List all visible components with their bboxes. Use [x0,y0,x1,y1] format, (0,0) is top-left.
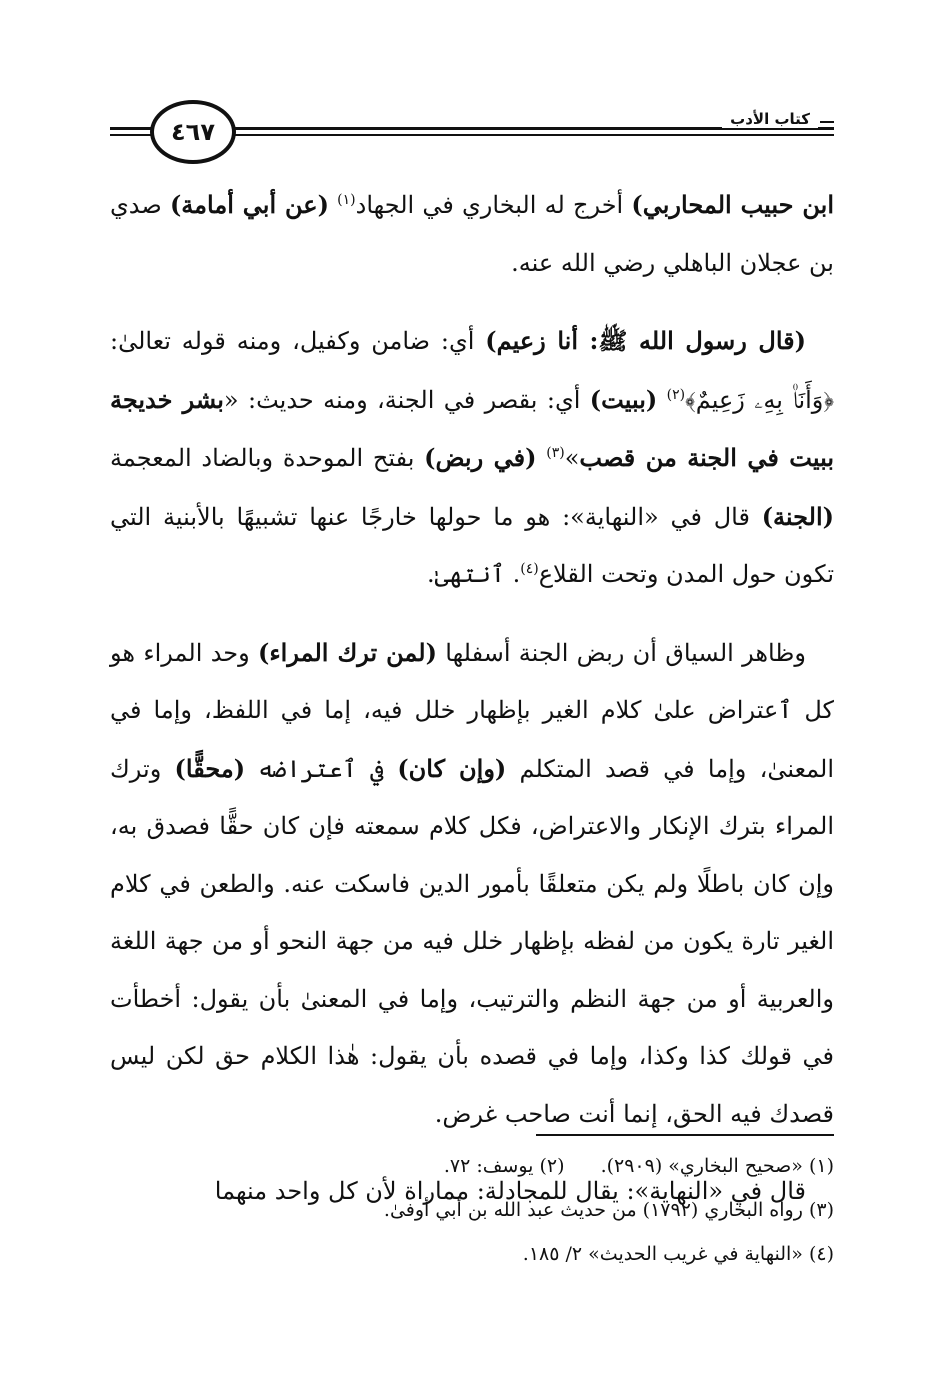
text-run: قال في «النهاية»: يقال للمجادلة: مماراة لأن كل واحد منهما [214,1177,806,1205]
footnote-separator [536,1134,834,1136]
footnote-number: (٣) [808,1199,834,1221]
paragraph-3 [110,624,834,1144]
text-run: وظاهر السياق أن ربض الجنة أسفلها [436,638,807,667]
page-header [110,96,834,166]
footnote-text: يوسف: ٧٢. [443,1155,534,1177]
footnote-text: «النهاية في غريب الحديث» ٢/ ١٨٥. [522,1243,803,1265]
main-text [110,176,834,1241]
footnote-text: «صحيح البخاري» (٢٩٠٩). [600,1155,803,1177]
footnote-ref: (٢) [666,386,686,403]
footnote-ref: (٣) [546,445,565,461]
header-dash [820,121,834,123]
text-run: صدي بن عجلان الباهلي رضي الله عنه. [110,191,834,277]
footnote-number: (١) [808,1155,834,1177]
bold-phrase: (عن أبي أمامة) [169,190,329,219]
footnote-number: (٢) [539,1155,565,1177]
paragraph-1 [110,176,834,292]
text-run: » [564,444,580,472]
bold-phrase: ابن حبيب المحاربي) [631,190,834,219]
text-run: أي: بقصر في الجنة، ومنه حديث: « [223,385,590,414]
text-run: أخرج له البخاري في الجهاد [355,191,632,219]
footnote-1 [601,1144,834,1188]
paragraph-2 [110,312,834,604]
bold-phrase: (في ربض) [424,443,537,472]
text-run [329,191,337,219]
text-run: وترك المراء بترك الإنكار والاعتراض، فكل كلام سمعته فإن كان حقًّا فصدق به، وإن كان باطلًا ولم يكن متعلقًا بأمور الدين فاسكت عنه. والطعن في كلام الغير تارة يكون من لفظه بإظهار خلل فيه من جهة النحو أو من جهة اللغة والعربية أو من جهة النظم والترتيب، وإما في المعنىٰ بأن يقول: أخطأت في قولك كذا وكذا، وإما في قصده بأن يقول: هٰذا الكلام حق لكن ليس قصدك فيه الحق، إنما أنت صاحب غرض. [110,754,834,1128]
text-run: وحد المراء هو كل ٱعتراض علىٰ كلام الغير بإظهار خلل فيه، إما في اللفظ، وإما في المعنىٰ، وإما في قصد المتكلم [110,638,835,783]
bold-phrase: (الجنة) [761,501,834,531]
text-run [657,386,666,414]
text-run: قال في «النهاية»: هو ما حولها خارجًا عنها تشبيهًا بالأبنية التي تكون حول المدن وتحت القلاع [110,502,834,588]
footnote-ref: (٤) [520,561,539,577]
bold-phrase: (ببيت) [589,384,658,414]
text-run: في ٱعتراضه [245,754,398,783]
footnotes [110,1144,834,1276]
bold-phrase: (قال رسول الله ﷺ: أنا زعيم) [485,326,806,355]
footnote-text: رواه البخاري (١٧٩٢) من حديث عبد الله بن أبي أوفىٰ. [383,1199,803,1221]
bold-phrase: (وإن كان) [397,753,507,783]
text-run: بفتح الموحدة وبالضاد المعجمة [110,444,425,472]
footnote-line-2 [110,1188,834,1232]
footnote-2 [444,1144,565,1188]
text-run [536,444,546,472]
page-number: ٤٦٧ [150,100,236,164]
bold-phrase: بشر خديجة ببيت في الجنة من قصب [110,384,834,472]
footnote-number: (٤) [808,1243,834,1265]
footnote-line-1 [110,1144,834,1188]
footnote-ref: (١) [337,192,356,208]
footnote-3 [384,1188,834,1232]
text-run: أي: ضامن وكفيل، ومنه قوله تعالىٰ: ﴿وَأَنَا۠ بِهِۦ زَعِيمٌ﴾ [110,327,835,414]
footnote-line-3 [110,1232,834,1276]
book-title: كتاب الأدب [722,110,818,128]
bold-phrase: (لمن ترك المراء) [258,637,437,667]
bold-phrase: (محقًّا) [174,753,246,783]
text-run: . ٱنتهىٰ. [427,560,521,588]
footnote-4 [523,1232,834,1276]
